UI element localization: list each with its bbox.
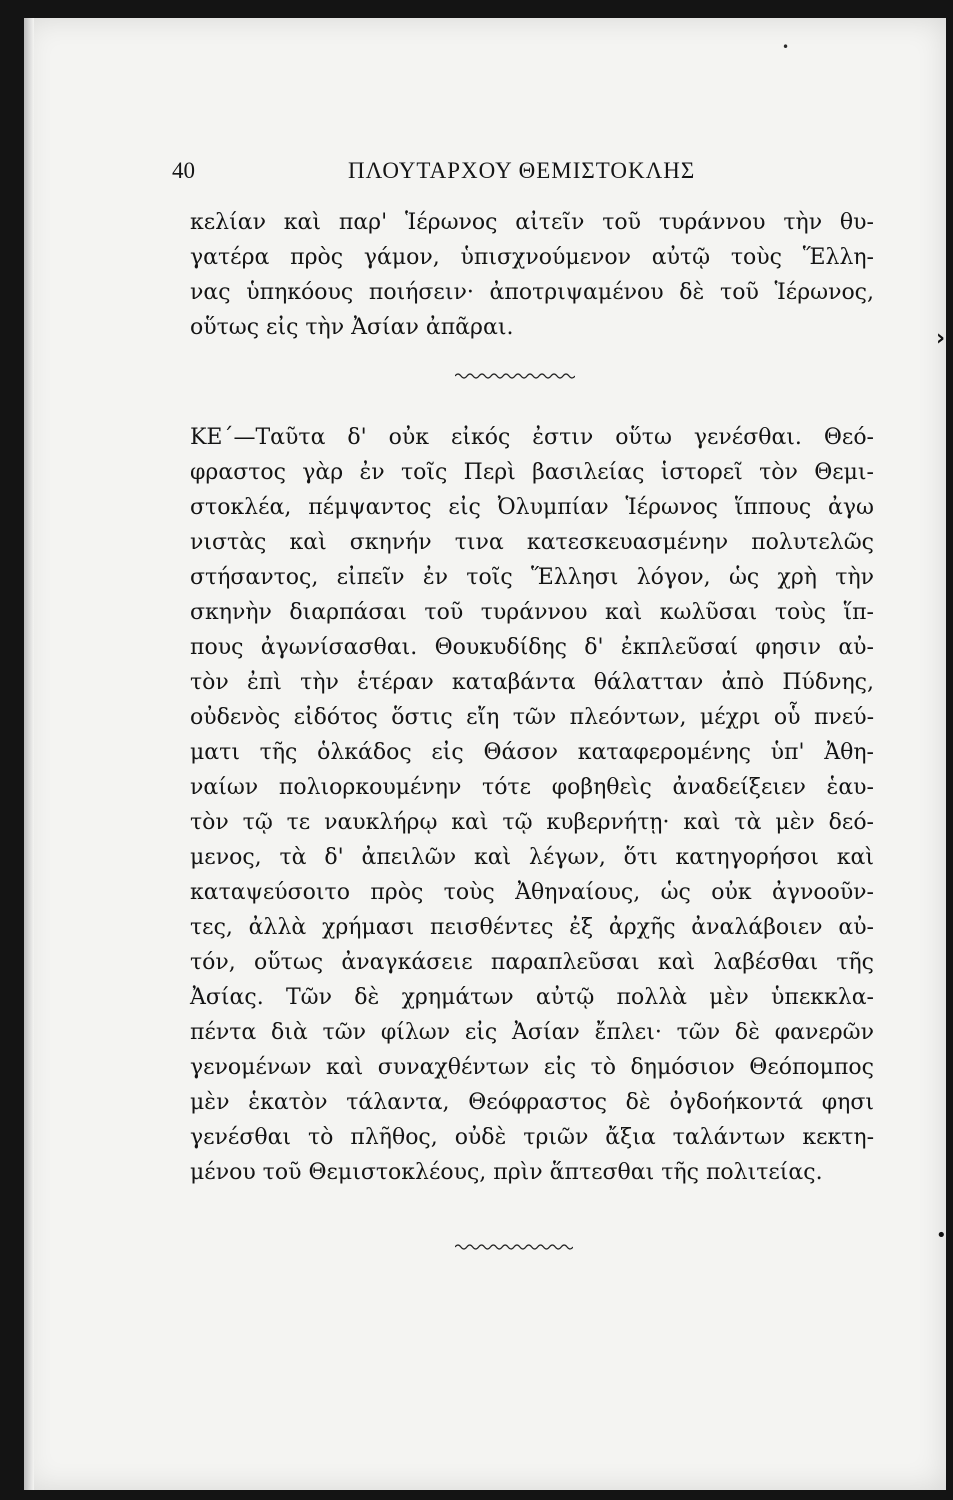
- text-line: μένου τοῦ Θεμιστοκλέους, πρὶν ἅπτεσθαι τῆς πολιτείας.: [190, 1160, 823, 1185]
- wavy-divider: [455, 1243, 573, 1251]
- text-line: σκηνὴν διαρπάσαι τοῦ τυράννου καὶ κωλῦσαι τοὺς ἵπ-: [190, 600, 874, 625]
- text-line: κελίαν καὶ παρ' Ἱέρωνος αἰτεῖν τοῦ τυράννου τὴν θυ-: [190, 210, 874, 235]
- paragraph-ke: [190, 420, 874, 1190]
- text-line: οὐδενὸς εἰδότος ὅστις εἴη τῶν πλεόντων, μέχρι οὗ πνεύ-: [190, 705, 874, 730]
- text-line: πέντα διὰ τῶν φίλων εἰς Ἀσίαν ἔπλει· τῶν δὲ φανερῶν: [190, 1020, 874, 1045]
- text-line: γενέσθαι τὸ πλῆθος, οὐδὲ τριῶν ἄξια ταλάντων κεκτη-: [190, 1125, 874, 1150]
- text-line: φραστος γὰρ ἐν τοῖς Περὶ βασιλείας ἱστορεῖ τὸν Θεμι-: [190, 460, 874, 485]
- text-line: τὸν τῷ τε ναυκλήρῳ καὶ τῷ κυβερνήτῃ· καὶ τὰ μὲν δεό-: [190, 810, 874, 835]
- page-number: 40: [172, 158, 195, 183]
- text-line: πους ἀγωνίσασθαι. Θουκυδίδης δ' ἐκπλεῦσαί φησιν αὐ-: [190, 635, 874, 660]
- text-line: τες, ἀλλὰ χρήμασι πεισθέντες ἐξ ἀρχῆς ἀναλάβοιεν αὐ-: [190, 915, 874, 940]
- text-line: τὸν ἐπὶ τὴν ἑτέραν καταβάντα θάλατταν ἀπὸ Πύδνης,: [190, 670, 874, 695]
- text-line: Ἀσίας. Τῶν δὲ χρημάτων αὐτῷ πολλὰ μὲν ὑπεκκλα-: [190, 985, 874, 1010]
- text-line: ΚΕ΄—Ταῦτα δ' οὐκ εἰκός ἐστιν οὕτω γενέσθαι. Θεό-: [190, 425, 874, 450]
- text-line: μὲν ἑκατὸν τάλαντα, Θεόφραστος δὲ ὀγδοήκοντά φησι: [190, 1090, 874, 1115]
- running-title: ΠΛΟΥΤΑΡΧΟΥ ΘΕΜΙΣΤΟΚΛΗΣ: [348, 158, 696, 183]
- text-line: στήσαντος, εἰπεῖν ἐν τοῖς Ἕλλησι λόγον, ὡς χρὴ τὴν: [190, 565, 874, 590]
- text-line: ματι τῆς ὁλκάδος εἰς Θάσον καταφερομένης ὑπ' Ἀθη-: [190, 740, 874, 765]
- text-line: γενομένων καὶ συναχθέντων εἰς τὸ δημόσιον Θεόπομπος: [190, 1055, 874, 1080]
- speck-mark: •: [782, 40, 790, 54]
- paragraph-continuation: [190, 205, 874, 345]
- page-gutter-shadow: [24, 18, 34, 1490]
- text-line: καταψεύσοιτο πρὸς τοὺς Ἀθηναίους, ὡς οὐκ ἀγνοοῦν-: [190, 880, 874, 905]
- text-line: μενος, τὰ δ' ἀπειλῶν καὶ λέγων, ὅτι κατηγορήσοι καὶ: [190, 845, 874, 870]
- edge-mark: •: [936, 1225, 947, 1246]
- text-line: ναίων πολιορκουμένην τότε φοβηθεὶς ἀναδείξειεν ἑαυ-: [190, 775, 874, 800]
- text-line: στοκλέα, πέμψαντος εἰς Ὀλυμπίαν Ἱέρωνος ἵππους ἀγω: [190, 495, 874, 520]
- wavy-divider: [455, 372, 575, 380]
- text-line: τόν, οὕτως ἀναγκάσειε παραπλεῦσαι καὶ λαβέσθαι τῆς: [190, 950, 874, 975]
- text-line: νας ὑπηκόους ποιήσειν· ἀποτριψαμένου δὲ τοῦ Ἱέρωνος,: [190, 280, 874, 305]
- text-line: νιστὰς καὶ σκηνήν τινα κατεσκευασμένην πολυτελῶς: [190, 530, 874, 555]
- text-line: γατέρα πρὸς γάμον, ὑπισχνούμενον αὐτῷ τοὺς Ἕλλη-: [190, 245, 874, 270]
- text-line: οὕτως εἰς τὴν Ἀσίαν ἀπᾶραι.: [190, 315, 514, 340]
- edge-mark: ›: [936, 326, 946, 351]
